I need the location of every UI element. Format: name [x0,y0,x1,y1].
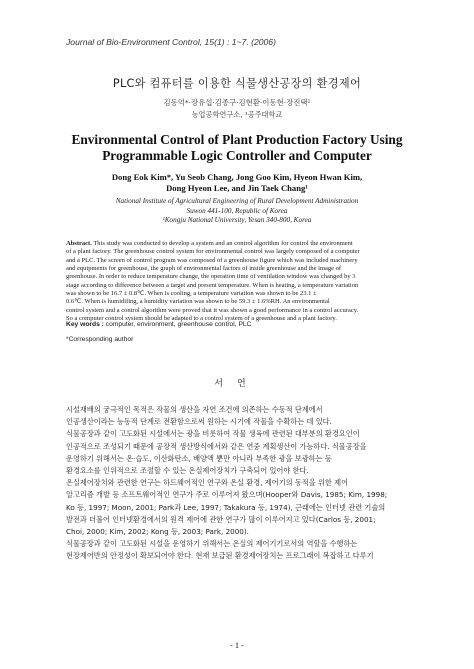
abstract-line: was shown to be 16.7 ± 0.8℃. When is cooling, a temperature variation was shown to be 23.1 ± [66,290,317,298]
body-line: Choi, 2000; Kim, 2002; Kong 등, 2003; Park, 2000). [66,527,249,537]
keywords-text: computer, environment, greenhouse control, PLC [103,321,252,328]
body-line: 식물공장과 같이 고도화된 시설에서는 광을 비롯하여 작물 생육에 관련된 대부분의 환경요인이 [66,429,360,439]
english-authors-line: Dong Hyeon Lee, and Jin Taek Chang¹ [166,183,308,193]
body-line: 시설재배의 궁극적인 목적은 작물의 생산을 자연 조건에 의존하는 수동적 단계에서 [66,405,323,414]
body-line: 발전과 더불어 인터넷환경에서의 원격 제어에 관한 연구가 많이 이루어지고 있다(Carlos 등, 2001; [66,514,376,524]
body-line: 현장제어반의 안정성이 확보되어야 한다. 현재 보급된 환경제어장치는 프로그래이 복잡하고 다루기 [66,551,374,561]
abstract-line: So a computer control system should be adapted to a control system of a greenhouse and a plant factory. [66,315,337,323]
body-line: 인공적으로 조성되기 때문에 공장적 생산방식에서와 같은 연중 계획생산이 가능하다. 식물공장을 [66,441,367,451]
abstract-line: 0.6℃. When is humidifing, a humidity variation was shown to be 59.3 ± 1.6%RH. An environmental [66,298,330,306]
section-heading: 서언 [214,379,260,389]
korean-affiliation: 농업공학연구소, ¹공주대학교 [191,110,283,119]
abstract-line [66,240,407,248]
english-affiliation [0,197,474,226]
english-affiliation-line: National Institute of Agricultural Engineering of Rural Development Administration [115,197,359,205]
abstract-line: and a PLC. The screen of control program was composed of a greenhouse figure which was included machinery [66,256,358,264]
english-affiliation-line: ¹Kongju National University, Yesan 340-800, Korea [162,216,312,225]
abstract-line: of a plant factory. The greenhouse control system for environmental control was largely composed of a computer [66,248,360,256]
keywords [66,321,252,328]
body-line: 인공생산이라는 능동적 단계로 전환함으로써 원하는 시기에 작물을 수확하는 데 있다. [66,417,332,427]
abstract-label: Abstract. [66,240,92,247]
body-line: 식물공장과 같이 고도화된 시설을 운영하기 위해서는 온실의 제어기기로서의 역할을 수행하는 [66,539,358,549]
korean-title: PLC와 컴퓨터를 이용한 식물생산공장의 환경제어 [112,77,362,90]
keywords-label: Key words : [66,321,104,328]
body-text [66,404,412,563]
english-authors-line: Dong Eok Kim*, Yu Seob Chang, Jong Goo Kim, Hyeon Hwan Kim, [111,172,363,182]
english-title [0,132,474,164]
body-line: 환경요소를 인위적으로 조절할 수 있는 온실제어장치가 구축되어 있어야 한다. [66,466,309,476]
korean-authors: 김동억*·장유섭·김종구·김현환·이동현·장진택¹ [163,98,311,107]
english-authors [0,172,474,194]
corresponding-author-note: *Corresponding author [66,336,134,343]
page-number: - 1 - [230,641,244,650]
body-line: 온실제어장치와 관련한 연구는 하드웨어적인 연구와 온실 환경, 제어기의 동적을 위한 제어 [66,478,349,488]
abstract-line: and equipments for greenhouse, the graph of environmental factors of inside greenhouse and the image of [66,265,342,273]
english-title-line: Programmable Logic Controller and Computer [102,148,372,163]
abstract-line: control system and a control algorithm were proved that it was shown a good performance in a control accuracy. [66,306,359,314]
abstract-line: stage according to difference between a target and present temperature. When is heating, a temperature variation [66,281,359,289]
english-title-line: Environmental Control of Plant Production Factory Using [71,132,403,147]
body-line: 알고리즘 개발 등 소프트웨어적인 연구가 주로 이루어져 왔으며(Hooper와 Davis, 1985; Kim, 1998; [66,490,388,500]
body-line: 운영하기 위해서는 온·습도, 이산화탄소, 배양액 뿐만 아니라 부족한 광을 보광하는 등 [66,453,332,463]
body-line: Ko 등, 1997; Moon, 2001; Park과 Lee, 1997; Takakura 등, 1974), 근래에는 인터넷 관련 기술의 [66,502,386,512]
abstract-line-text: This study was conducted to develop a system and an control algorithm for control the environment [91,240,353,247]
journal-citation: Journal of Bio-Environment Control, 15(1) : 1~7. (2006) [66,37,276,47]
english-affiliation-line: Suwon 441-100, Republic of Korea [186,206,288,215]
abstract-line: greenhouse. In order to reduce temperature change, the operation time of ventilation window was changed by 3 [66,273,356,281]
abstract [66,240,407,323]
